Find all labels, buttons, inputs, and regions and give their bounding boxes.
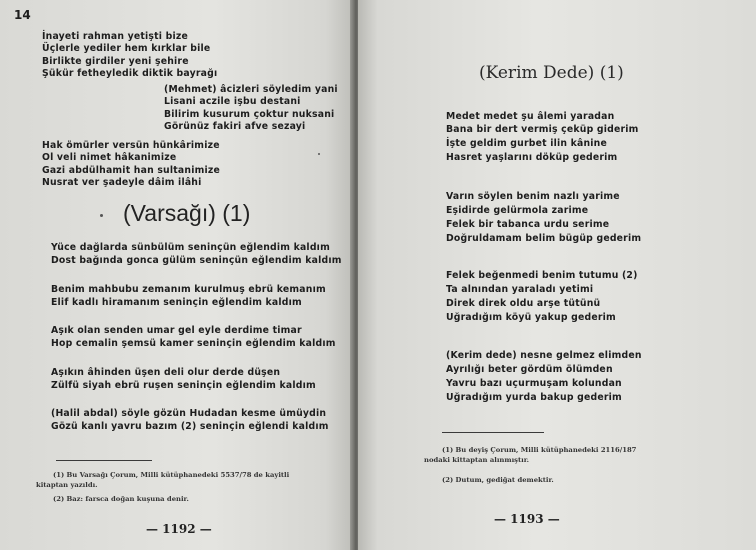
verse-line: Dost bağında gonca gülüm seninçün eğlendim kaldım	[51, 255, 342, 266]
verse-line: Hasret yaşlarını döküp gederim	[446, 152, 618, 163]
footnote-rule	[56, 460, 152, 461]
page-number-top: 14	[14, 8, 31, 22]
verse-line: Direk direk oldu arşe tütünü	[446, 298, 601, 309]
poem-line: Ol veli nimet hâkanimize	[42, 152, 177, 163]
verse-line: (Halil abdal) söyle gözün Hudadan kesme ümüydin	[51, 408, 327, 419]
poem-line: Nusrat ver şadeyle dâim ilâhi	[42, 177, 202, 188]
print-speck	[100, 214, 103, 217]
page-number-bottom: — 1192 —	[146, 522, 212, 536]
verse-line: Eşidirde gelürmola zarime	[446, 205, 589, 216]
poem-line: Üçlerle yediler hem kırklar bile	[42, 43, 211, 54]
footnote: (1) Bu deyiş Çorum, Milli kütüphanedeki 2116/187	[442, 446, 637, 454]
verse-line: Benim mahbubu zemanım kurulmuş ebrü kemanım	[51, 284, 326, 295]
left-page	[0, 0, 354, 550]
verse-line: Gözü kanlı yavru bazım (2) seninçin eğlendi kaldım	[51, 421, 329, 432]
verse-line: Hop cemalin şemsü kamer seninçin eğlendim kaldım	[51, 338, 336, 349]
footnote: nodaki kittaptan alınmıştır.	[424, 456, 530, 464]
poem-line: Şükür fetheyledik diktik bayrağı	[42, 68, 218, 79]
verse-line: Zülfü siyah ebrü ruşen seninçin eğlendim kaldım	[51, 380, 316, 391]
verse-line: Yavru bazı uçurmuşam kolundan	[446, 378, 622, 389]
verse-line: Aşık olan senden umar gel eyle derdime timar	[51, 325, 302, 336]
verse-line: Felek beğenmedi benim tutumu (2)	[446, 270, 638, 281]
verse-line: (Kerim dede) nesne gelmez elimden	[446, 350, 642, 361]
verse-line: Felek bir tabanca urdu serime	[446, 219, 610, 230]
verse-line: Uğradığım yurda bakup gederim	[446, 392, 622, 403]
verse-line: Uğradığım köyü yakup gederim	[446, 312, 616, 323]
verse-line: Medet medet şu âlemi yaradan	[446, 111, 615, 122]
right-page	[358, 0, 756, 550]
section-title: (Varsağı) (1)	[123, 200, 251, 226]
verse-line: Ta alnından yaraladı yetimi	[446, 284, 594, 295]
poem-line: Lisani aczile işbu destani	[164, 96, 301, 107]
footnote-rule	[442, 432, 544, 433]
print-speck	[318, 153, 320, 155]
verse-line: Varın söylen benim nazlı yarime	[446, 191, 620, 202]
verse-line: Aşıkın âhinden üşen deli olur derde düşen	[51, 367, 281, 378]
poem-line: Gazi abdülhamit han sultanimize	[42, 165, 220, 176]
verse-line: İşte geldim gurbet ilin kânine	[446, 138, 607, 149]
verse-line: Doğruldamam belim bügüp gederim	[446, 233, 642, 244]
page-number-bottom: — 1193 —	[494, 512, 560, 526]
verse-line: Elif kadlı hiramanım seninçin eğlendim kaldım	[51, 297, 302, 308]
poem-line: Görünüz fakiri afve sezayi	[164, 121, 306, 132]
verse-line: Yüce dağlarda sünbülüm seninçün eğlendim kaldım	[51, 242, 330, 253]
footnote: (2) Dutum, gediğat demektir.	[442, 476, 554, 484]
poem-line: Birlikte girdiler yeni şehire	[42, 56, 189, 67]
footnote: (1) Bu Varsağı Çorum, Milli kütüphanedeki 5537/78 de kayitli	[53, 471, 290, 479]
poem-line: İnayeti rahman yetişti bize	[42, 31, 188, 42]
footnote: kitaptan yazıldı.	[36, 481, 98, 489]
poem-line: Bilirim kusurum çoktur nuksani	[164, 109, 335, 120]
footnote: (2) Baz: farsca doğan kuşuna denir.	[53, 495, 189, 503]
verse-line: Ayrılığı beter gördüm ölümden	[446, 364, 613, 375]
section-title: (Kerim Dede) (1)	[479, 63, 624, 83]
poem-line: Hak ömürler versün hünkârimize	[42, 140, 220, 151]
verse-line: Bana bir dert vermiş çeküp giderim	[446, 124, 639, 135]
poem-line: (Mehmet) âcizleri söyledim yani	[164, 84, 338, 95]
